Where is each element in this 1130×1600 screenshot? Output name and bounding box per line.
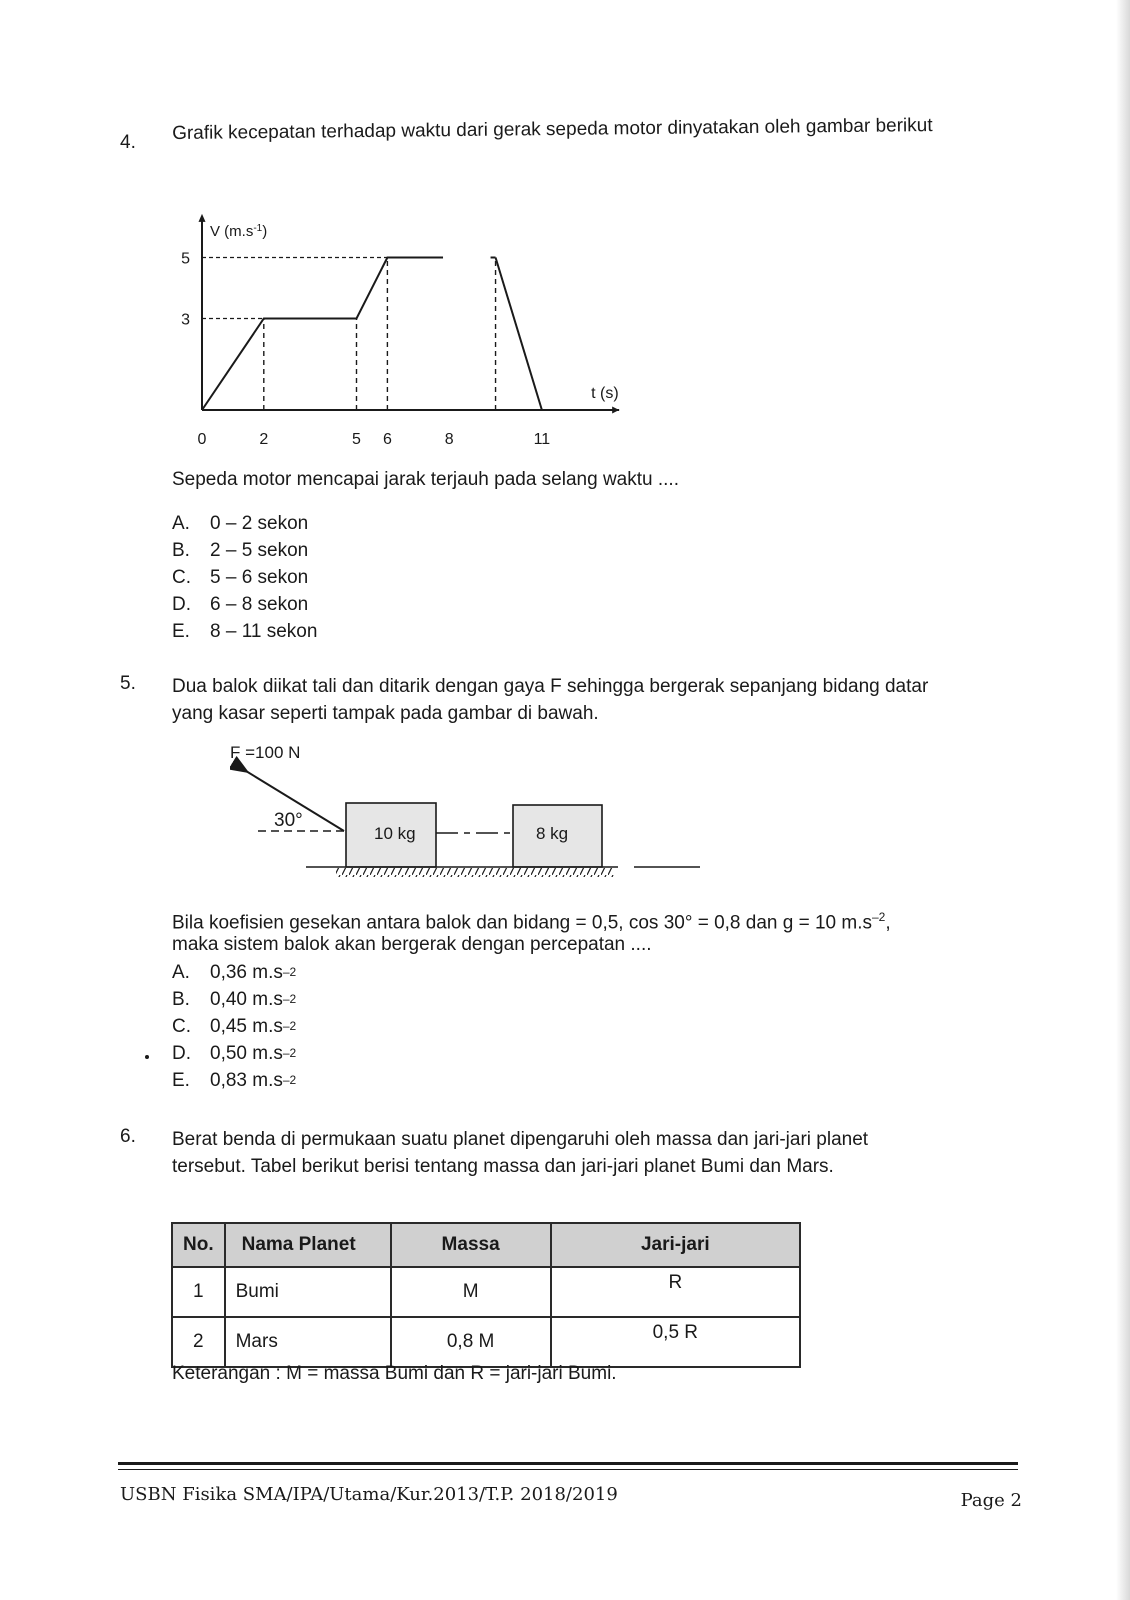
option-b[interactable] — [172, 986, 296, 1013]
exponent: –2 — [282, 1019, 297, 1033]
x-tick-label: 0 — [197, 431, 207, 448]
option-letter: C. — [172, 1016, 191, 1037]
question-5-options — [172, 959, 296, 1094]
x-axis-label: t (s) — [591, 385, 619, 402]
table-row — [172, 1267, 800, 1317]
option-d[interactable] — [172, 591, 317, 618]
cell-planet: Bumi — [225, 1267, 391, 1317]
option-letter: E. — [172, 621, 190, 642]
table-header-row — [172, 1223, 800, 1267]
exponent: –2 — [282, 965, 297, 979]
option-letter: A. — [172, 513, 190, 534]
question-5-prompt: maka sistem balok akan bergerak dengan percepatan .... — [172, 934, 652, 955]
option-e[interactable] — [172, 618, 317, 645]
force-label: F =100 N — [230, 743, 301, 762]
option-text: 0,40 m.s — [210, 989, 283, 1010]
y-axis-arrow — [199, 214, 206, 222]
exponent: –2 — [282, 1073, 297, 1087]
page-edge-shadow — [1116, 0, 1130, 1600]
option-d[interactable] — [172, 1040, 296, 1067]
question-5-number: 5. — [120, 673, 136, 694]
y-tick-label: 3 — [181, 311, 190, 329]
header-nama-planet: Nama Planet — [225, 1223, 391, 1267]
option-text: 0 – 2 sekon — [210, 513, 309, 534]
option-text: 5 – 6 sekon — [210, 567, 309, 588]
chart-lines — [202, 258, 542, 411]
question-6-text-2: tersebut. Tabel berikut berisi tentang massa dan jari-jari planet Bumi dan Mars. — [172, 1156, 834, 1177]
option-b[interactable] — [172, 537, 317, 564]
stray-dot — [145, 1055, 149, 1059]
option-letter: B. — [172, 989, 190, 1010]
exponent: –2 — [282, 1046, 297, 1060]
y-axis-label: V $(m.s^{-1})$ — [210, 222, 268, 240]
option-text: 0,50 m.s — [210, 1043, 283, 1064]
block-10kg-label: 10 kg — [374, 824, 416, 843]
question-6-note: Keterangan : M = massa Bumi dan R = jari-jari Bumi. — [172, 1363, 617, 1384]
chart-labels — [181, 222, 619, 448]
footer-page-number: Page 2 — [960, 1490, 1022, 1511]
footer-rule-thick — [118, 1462, 1018, 1465]
cell-planet: Mars — [225, 1317, 391, 1367]
question-5-text-2: yang kasar seperti tampak pada gambar di bawah. — [172, 703, 599, 724]
question-4-prompt: Sepeda motor mencapai jarak terjauh pada selang waktu .... — [172, 469, 679, 490]
question-5-text-1: Dua balok diikat tali dan ditarik dengan gaya F sehingga bergerak sepanjang bidang datar — [172, 676, 929, 697]
option-letter: A. — [172, 962, 190, 983]
option-c[interactable] — [172, 564, 317, 591]
y-axis-label-exponent: -1 — [253, 222, 263, 234]
angle-label: 30° — [274, 810, 303, 831]
option-text: 2 – 5 sekon — [210, 540, 309, 561]
question-4-number: 4. — [120, 132, 136, 153]
question-4-text: Grafik kecepatan terhadap waktu dari gerak sepeda motor dinyatakan oleh gambar berikut — [172, 115, 933, 144]
block-8kg-label: 8 kg — [536, 824, 569, 843]
x-tick-label: 2 — [259, 431, 269, 448]
option-text: 0,83 m.s — [210, 1070, 283, 1091]
option-e[interactable] — [172, 1067, 296, 1094]
chart-guides — [202, 258, 496, 411]
footer-exam-title: USBN Fisika SMA/IPA/Utama/Kur.2013/T.P. 2018/2019 — [120, 1484, 618, 1505]
x-tick-label: 11 — [533, 431, 551, 448]
footer-rule-thin — [118, 1469, 1018, 1470]
condition-text: Bila koefisien gesekan antara balok dan bidang = 0,5, cos 30° = 0,8 dan g = 10 m.s — [172, 912, 872, 934]
cell-jari-jari: 0,5 R — [551, 1317, 800, 1367]
x-axis-arrow — [612, 407, 619, 414]
blocks-diagram — [230, 735, 720, 885]
cell-jari-jari: R — [551, 1267, 800, 1317]
velocity-line — [496, 258, 542, 411]
option-c[interactable] — [172, 1013, 296, 1040]
option-letter: B. — [172, 540, 190, 561]
x-tick-label: 6 — [382, 431, 392, 448]
option-letter: E. — [172, 1070, 190, 1091]
option-a[interactable] — [172, 510, 317, 537]
question-6-text-1: Berat benda di permukaan suatu planet dipengaruhi oleh massa dan jari-jari planet — [172, 1129, 869, 1150]
cell-no: 1 — [172, 1267, 225, 1317]
header-jari-jari: Jari-jari — [551, 1223, 800, 1267]
cell-massa: M — [391, 1267, 551, 1317]
cell-massa: 0,8 M — [391, 1317, 551, 1367]
option-text: 0,36 m.s — [210, 962, 283, 983]
x-tick-label: 5 — [352, 431, 361, 448]
option-letter: D. — [172, 1043, 191, 1064]
option-text: 8 – 11 sekon — [210, 621, 318, 642]
velocity-time-chart — [170, 168, 640, 458]
question-4-options — [172, 510, 317, 645]
option-text: 0,45 m.s — [210, 1016, 283, 1037]
condition-comma: , — [885, 912, 891, 934]
x-tick-label: 8 — [444, 431, 454, 448]
planet-table — [171, 1222, 801, 1368]
chart-axes — [199, 214, 620, 414]
option-text: 6 – 8 sekon — [210, 594, 309, 615]
header-massa: Massa — [391, 1223, 551, 1267]
cell-no: 2 — [172, 1317, 225, 1367]
ground-hatch — [336, 868, 614, 877]
question-6-number: 6. — [120, 1126, 136, 1147]
option-letter: C. — [172, 567, 191, 588]
option-letter: D. — [172, 594, 191, 615]
header-no: No. — [172, 1223, 225, 1267]
exponent: –2 — [282, 992, 297, 1006]
velocity-line — [202, 258, 443, 411]
exponent: –2 — [872, 910, 886, 924]
y-tick-label: 5 — [181, 250, 190, 268]
option-a[interactable] — [172, 959, 296, 986]
